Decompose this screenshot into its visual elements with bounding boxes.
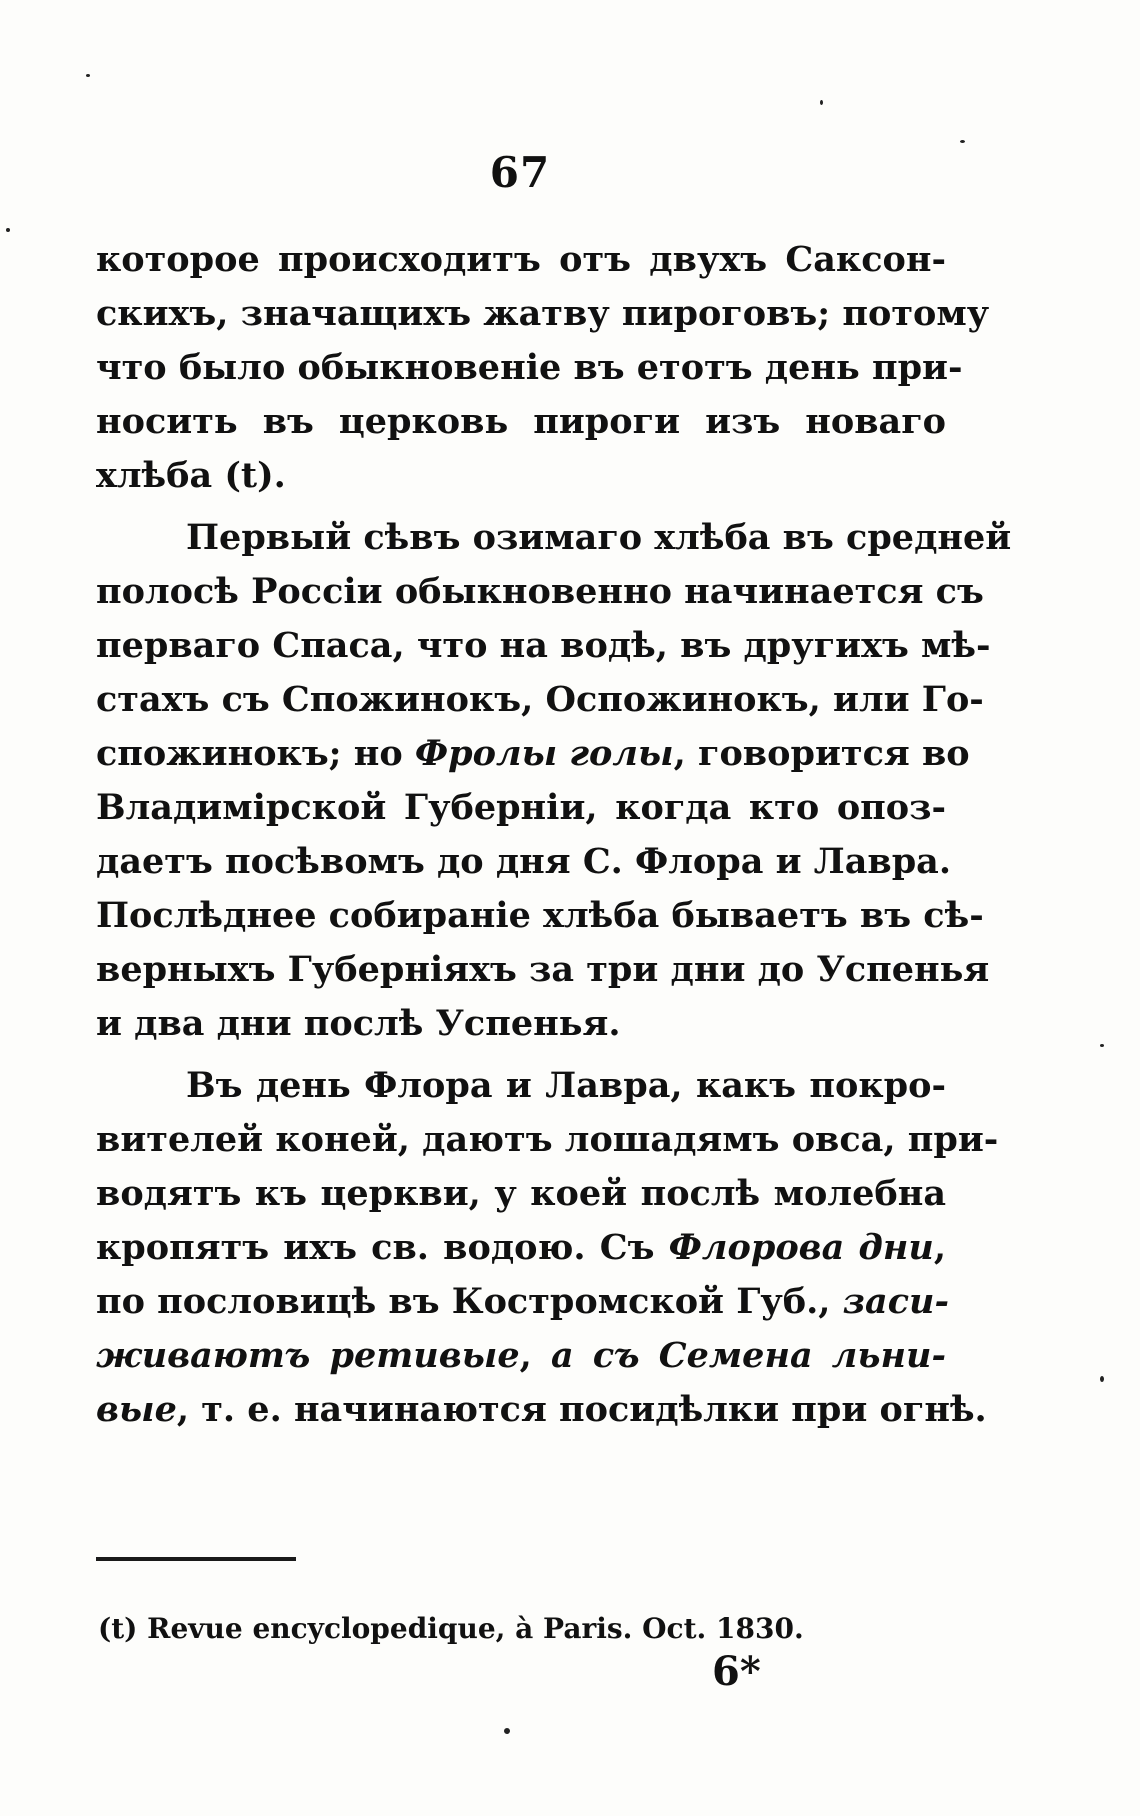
text-line: даетъ посѣвомъ до дня С. Флора и Лавра. xyxy=(96,841,952,882)
footnote-rule xyxy=(96,1557,296,1561)
text-line: Владимірской Губерніи, когда кто опоз- xyxy=(96,787,946,828)
text-line: Послѣднее собираніе хлѣба бываетъ въ сѣ- xyxy=(96,895,984,936)
text-line: кропятъ ихъ св. водою. Съ Флорова дни, xyxy=(96,1227,946,1268)
scan-speck xyxy=(86,74,90,77)
paragraph-start-line: Первый сѣвъ озимаго хлѣба въ средней xyxy=(186,517,1012,558)
text-line: и два дни послѣ Успенья. xyxy=(96,1003,621,1044)
text-line: живаютъ ретивые, а съ Семена льни- xyxy=(96,1335,947,1376)
text-line: что было обыкновеніе въ етотъ день при- xyxy=(96,347,963,388)
text-line: скихъ, значащихъ жатву пироговъ; потому xyxy=(96,293,990,334)
text-line: водятъ къ церкви, у коей послѣ молебна xyxy=(96,1173,946,1214)
paragraph-start-line: Въ день Флора и Лавра, какъ покро- xyxy=(186,1065,946,1106)
scan-speck xyxy=(6,228,10,232)
signature-mark: 6* xyxy=(712,1648,761,1695)
text-line: верныхъ Губерніяхъ за три дни до Успенья xyxy=(96,949,990,990)
page-number: 67 xyxy=(489,148,551,197)
text-line: вителей коней, даютъ лошадямъ овса, при- xyxy=(96,1119,999,1160)
footnote: (t) Revue encyclopedique, à Paris. Oct. 1830. xyxy=(98,1612,804,1645)
scan-speck xyxy=(960,140,965,143)
text-line: перваго Спаса, что на водѣ, въ другихъ мѣ- xyxy=(96,625,991,666)
text-line: спожинокъ; но Фролы голы, говорится во xyxy=(96,733,970,774)
scan-speck xyxy=(1100,1044,1104,1047)
scan-speck xyxy=(820,100,823,105)
text-line: по пословицѣ въ Костромской Губ., заси- xyxy=(96,1281,949,1322)
scan-speck xyxy=(1100,1376,1104,1382)
scan-speck xyxy=(504,1728,510,1734)
text-line: стахъ съ Спожинокъ, Оспожинокъ, или Го- xyxy=(96,679,984,720)
text-line: которое происходитъ отъ двухъ Саксон- xyxy=(96,239,946,280)
text-line: вые, т. е. начинаются посидѣлки при огнѣ. xyxy=(96,1389,987,1430)
text-line: носить въ церковь пироги изъ новаго xyxy=(96,401,946,442)
text-line: полосѣ Россіи обыкновенно начинается съ xyxy=(96,571,984,612)
text-line: хлѣба (t). xyxy=(96,455,286,496)
